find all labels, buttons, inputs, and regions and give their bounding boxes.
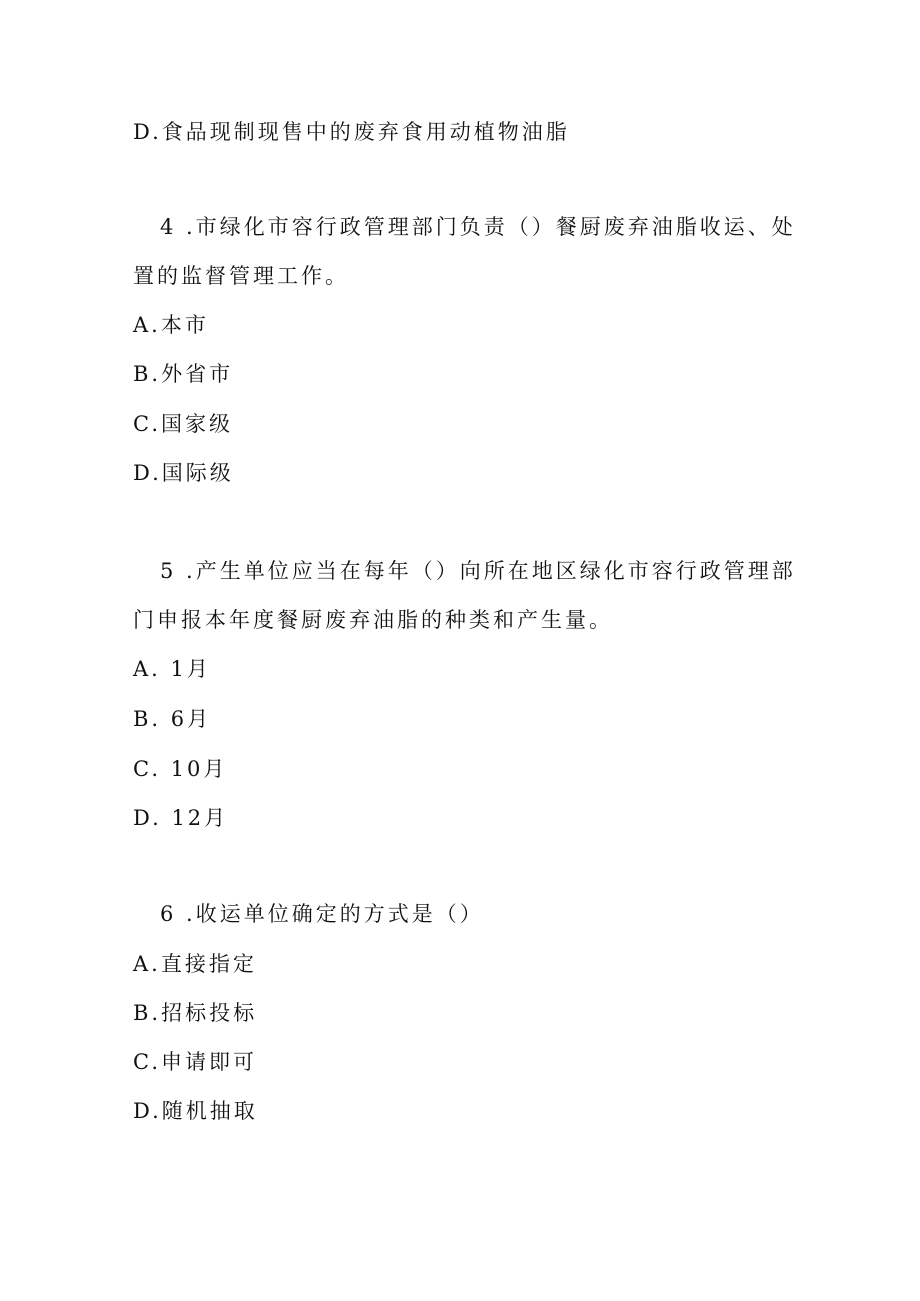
q3-option-d: D.食品现制现售中的废弃食用动植物油脂 (133, 120, 570, 144)
q5-stem-line2: 门申报本年度餐厨废弃油脂的种类和产生量。 (133, 608, 613, 632)
q4-option-c: C.国家级 (133, 412, 233, 436)
q5-option-c: C. 10月 (133, 757, 228, 781)
q4-stem-line2: 置的监督管理工作。 (133, 264, 349, 288)
q5-option-b: B. 6月 (133, 707, 212, 731)
q5-stem-line1: 5 .产生单位应当在每年（）向所在地区绿化市容行政管理部 (160, 559, 796, 583)
q4-option-b: B.外省市 (133, 362, 234, 386)
q4-option-d: D.国际级 (133, 461, 234, 485)
q6-option-c: C.申请即可 (133, 1050, 257, 1074)
q4-stem-line1: 4 .市绿化市容行政管理部门负责（）餐厨废弃油脂收运、处 (160, 215, 796, 239)
q6-option-a: A.直接指定 (133, 952, 257, 976)
q4-option-a: A.本市 (133, 313, 209, 337)
q6-option-d: D.随机抽取 (133, 1099, 258, 1123)
q5-option-a: A. 1月 (133, 657, 211, 681)
q6-option-b: B.招标投标 (133, 1001, 258, 1025)
q6-stem-line1: 6 .收运单位确定的方式是（） (160, 902, 484, 926)
q5-option-d: D. 12月 (133, 806, 229, 830)
